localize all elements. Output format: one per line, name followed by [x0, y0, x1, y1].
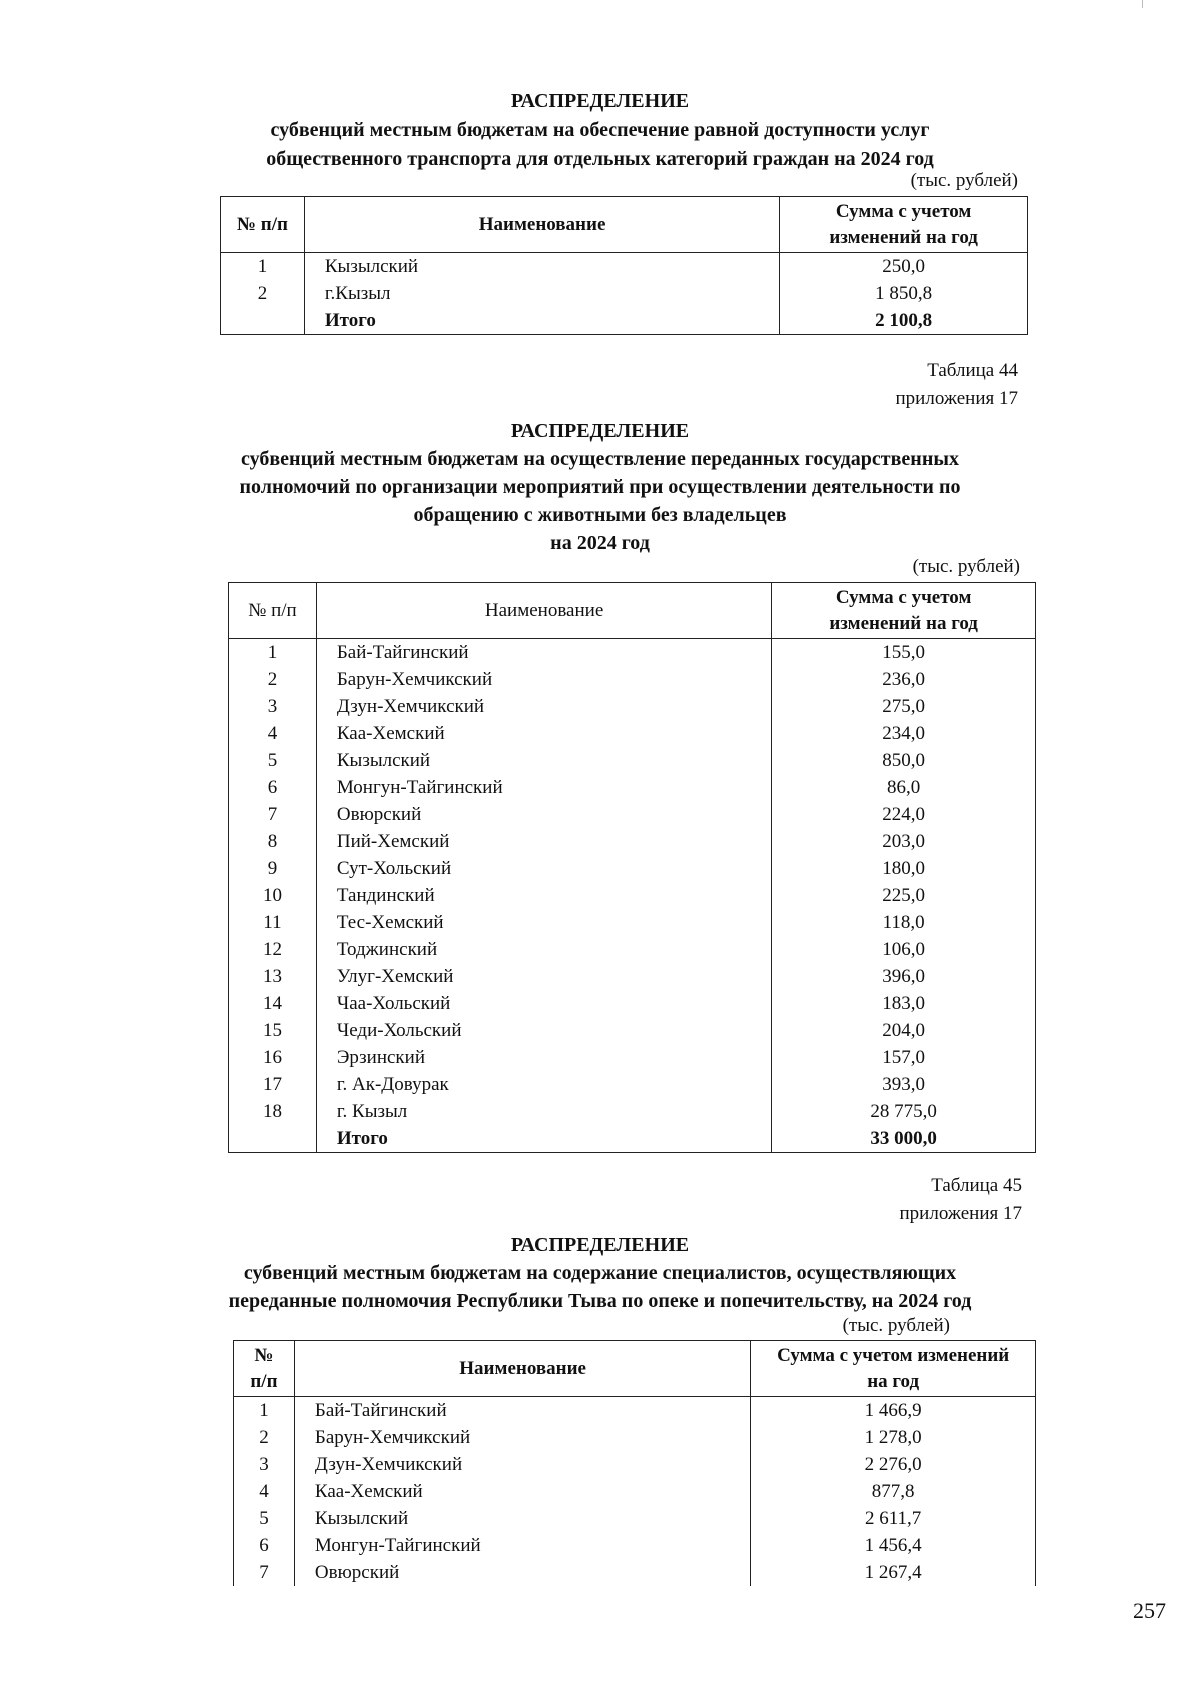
row-name: г. Кызыл	[316, 1098, 771, 1125]
total-amount: 33 000,0	[772, 1125, 1036, 1153]
table-row	[229, 855, 1036, 882]
row-name: Каа-Хемский	[294, 1478, 750, 1505]
section1-title-line: общественного транспорта для отдельных категорий граждан на 2024 год	[266, 148, 934, 170]
row-name: Эрзинский	[316, 1044, 771, 1071]
row-name: Тандинский	[316, 882, 771, 909]
total-amount: 2 100,8	[780, 307, 1028, 335]
section3-title-line: переданные полномочия Республики Тыва по опеке и попечительству, на 2024 год	[228, 1290, 972, 1312]
table-row	[229, 990, 1036, 1017]
section2-heading	[0, 417, 1200, 557]
section2-title-line: субвенций местным бюджетам на осуществление переданных государственных	[241, 448, 959, 470]
row-amount: 877,8	[751, 1478, 1036, 1505]
column-header-number: № п/п	[221, 197, 305, 253]
scan-edge-mark	[1142, 0, 1143, 8]
section2-unit-note: (тыс. рублей)	[912, 556, 1020, 577]
row-amount: 236,0	[772, 666, 1036, 693]
row-amount: 2 611,7	[751, 1505, 1036, 1532]
row-amount: 180,0	[772, 855, 1036, 882]
table-row	[229, 963, 1036, 990]
row-number: 6	[229, 774, 317, 801]
row-name: г.Кызыл	[304, 280, 779, 307]
row-amount: 850,0	[772, 747, 1036, 774]
row-number: 6	[234, 1532, 295, 1559]
row-number: 4	[234, 1478, 295, 1505]
section3-appendix-label: приложения 17	[899, 1203, 1022, 1224]
row-amount: 118,0	[772, 909, 1036, 936]
table-row	[229, 828, 1036, 855]
table-row	[229, 639, 1036, 667]
total-number-cell	[221, 307, 305, 335]
column-header-amount	[780, 197, 1028, 253]
column-header-amount	[751, 1341, 1036, 1397]
row-amount: 393,0	[772, 1071, 1036, 1098]
column-header-number-line: п/п	[250, 1370, 278, 1392]
section2-appendix-label: приложения 17	[895, 388, 1018, 409]
section3-table-label: Таблица 45	[931, 1175, 1022, 1196]
section3-title-line: субвенций местным бюджетам на содержание специалистов, осуществляющих	[243, 1262, 957, 1284]
row-name: Сут-Хольский	[316, 855, 771, 882]
row-name: Каа-Хемский	[316, 720, 771, 747]
table-row	[234, 1505, 1036, 1532]
row-name: Тес-Хемский	[316, 909, 771, 936]
section2-table	[228, 582, 1036, 1153]
row-amount: 203,0	[772, 828, 1036, 855]
row-name: г. Ак-Довурак	[316, 1071, 771, 1098]
table-row	[234, 1424, 1036, 1451]
table-row	[234, 1397, 1036, 1425]
row-name: Бай-Тайгинский	[316, 639, 771, 667]
row-number: 1	[229, 639, 317, 667]
column-header-number: № п/п	[229, 583, 317, 639]
row-name: Дзун-Хемчикский	[316, 693, 771, 720]
row-amount: 1 850,8	[780, 280, 1028, 307]
table-row	[229, 1098, 1036, 1125]
row-amount: 86,0	[772, 774, 1036, 801]
table-row	[229, 1071, 1036, 1098]
row-number: 16	[229, 1044, 317, 1071]
section3-title-line: РАСПРЕДЕЛЕНИЕ	[510, 1234, 690, 1256]
row-number: 7	[229, 801, 317, 828]
row-name: Пий-Хемский	[316, 828, 771, 855]
row-name: Барун-Хемчикский	[294, 1424, 750, 1451]
column-header-number-line: №	[254, 1344, 274, 1366]
table-row	[229, 666, 1036, 693]
column-header-name: Наименование	[304, 197, 779, 253]
column-header-amount-line: изменений на год	[829, 226, 978, 248]
row-name: Овюрский	[316, 801, 771, 828]
total-label: Итого	[316, 1125, 771, 1153]
table-row	[221, 280, 1028, 307]
table-row	[234, 1559, 1036, 1586]
row-amount: 396,0	[772, 963, 1036, 990]
column-header-amount-line: изменений на год	[829, 612, 978, 634]
row-name: Кызылский	[304, 253, 779, 281]
table-header-row	[234, 1341, 1036, 1397]
row-amount: 157,0	[772, 1044, 1036, 1071]
row-number: 9	[229, 855, 317, 882]
section2-title-line: РАСПРЕДЕЛЕНИЕ	[510, 420, 690, 442]
row-number: 3	[234, 1451, 295, 1478]
row-number: 7	[234, 1559, 295, 1586]
row-amount: 275,0	[772, 693, 1036, 720]
table-row	[229, 801, 1036, 828]
row-amount: 1 267,4	[751, 1559, 1036, 1586]
section3-heading	[0, 1231, 1200, 1315]
table-row	[234, 1451, 1036, 1478]
section2-title-line: на 2024 год	[550, 532, 650, 554]
row-name: Дзун-Хемчикский	[294, 1451, 750, 1478]
table-header-row	[221, 197, 1028, 253]
section2-title-line: полномочий по организации мероприятий при осуществлении деятельности по	[239, 476, 961, 498]
row-number: 5	[234, 1505, 295, 1532]
table-row	[221, 253, 1028, 281]
row-number: 11	[229, 909, 317, 936]
row-number: 2	[221, 280, 305, 307]
row-amount: 2 276,0	[751, 1451, 1036, 1478]
row-name: Кызылский	[316, 747, 771, 774]
row-name: Монгун-Тайгинский	[294, 1532, 750, 1559]
row-name: Барун-Хемчикский	[316, 666, 771, 693]
table-row	[229, 936, 1036, 963]
row-number: 1	[221, 253, 305, 281]
total-row	[221, 307, 1028, 335]
table-row	[234, 1478, 1036, 1505]
section1-title-line: субвенций местным бюджетам на обеспечение равной доступности услуг	[270, 119, 930, 141]
row-number: 8	[229, 828, 317, 855]
row-name: Тоджинский	[316, 936, 771, 963]
section1-heading	[0, 87, 1200, 174]
table-row	[234, 1532, 1036, 1559]
row-amount: 224,0	[772, 801, 1036, 828]
total-row	[229, 1125, 1036, 1153]
column-header-amount	[772, 583, 1036, 639]
row-amount: 234,0	[772, 720, 1036, 747]
table-row	[229, 720, 1036, 747]
row-name: Чаа-Хольский	[316, 990, 771, 1017]
column-header-name: Наименование	[316, 583, 771, 639]
total-number-cell	[229, 1125, 317, 1153]
row-number: 5	[229, 747, 317, 774]
row-name: Овюрский	[294, 1559, 750, 1586]
row-number: 1	[234, 1397, 295, 1425]
table-row	[229, 882, 1036, 909]
column-header-amount-line: Сумма с учетом	[835, 200, 972, 222]
section3-table	[233, 1340, 1036, 1586]
section1-title-line: РАСПРЕДЕЛЕНИЕ	[510, 90, 690, 112]
table-row	[229, 909, 1036, 936]
row-name: Улуг-Хемский	[316, 963, 771, 990]
row-amount: 28 775,0	[772, 1098, 1036, 1125]
total-label: Итого	[304, 307, 779, 335]
section1-table	[220, 196, 1028, 335]
section3-unit-note: (тыс. рублей)	[842, 1315, 950, 1336]
row-number: 14	[229, 990, 317, 1017]
row-amount: 250,0	[780, 253, 1028, 281]
row-amount: 1 456,4	[751, 1532, 1036, 1559]
row-amount: 106,0	[772, 936, 1036, 963]
row-name: Чеди-Хольский	[316, 1017, 771, 1044]
row-number: 2	[234, 1424, 295, 1451]
row-amount: 204,0	[772, 1017, 1036, 1044]
row-name: Бай-Тайгинский	[294, 1397, 750, 1425]
row-number: 17	[229, 1071, 317, 1098]
table-row	[229, 1044, 1036, 1071]
row-number: 10	[229, 882, 317, 909]
row-number: 3	[229, 693, 317, 720]
column-header-amount-line: на год	[867, 1370, 920, 1392]
row-number: 2	[229, 666, 317, 693]
column-header-number	[234, 1341, 295, 1397]
section1-unit-note: (тыс. рублей)	[910, 170, 1018, 191]
section2-table-label: Таблица 44	[927, 360, 1018, 381]
row-number: 12	[229, 936, 317, 963]
row-amount: 1 466,9	[751, 1397, 1036, 1425]
column-header-amount-line: Сумма с учетом изменений	[777, 1344, 1010, 1366]
row-amount: 225,0	[772, 882, 1036, 909]
row-number: 15	[229, 1017, 317, 1044]
row-number: 18	[229, 1098, 317, 1125]
table-header-row	[229, 583, 1036, 639]
row-name: Монгун-Тайгинский	[316, 774, 771, 801]
row-number: 4	[229, 720, 317, 747]
row-name: Кызылский	[294, 1505, 750, 1532]
row-amount: 155,0	[772, 639, 1036, 667]
row-number: 13	[229, 963, 317, 990]
table-row	[229, 1017, 1036, 1044]
column-header-amount-line: Сумма с учетом	[835, 586, 972, 608]
section2-title-line: обращению с животными без владельцев	[413, 504, 787, 526]
table-row	[229, 747, 1036, 774]
page-number: 257	[1133, 1598, 1166, 1623]
row-amount: 183,0	[772, 990, 1036, 1017]
table-row	[229, 693, 1036, 720]
column-header-name: Наименование	[294, 1341, 750, 1397]
table-row	[229, 774, 1036, 801]
row-amount: 1 278,0	[751, 1424, 1036, 1451]
